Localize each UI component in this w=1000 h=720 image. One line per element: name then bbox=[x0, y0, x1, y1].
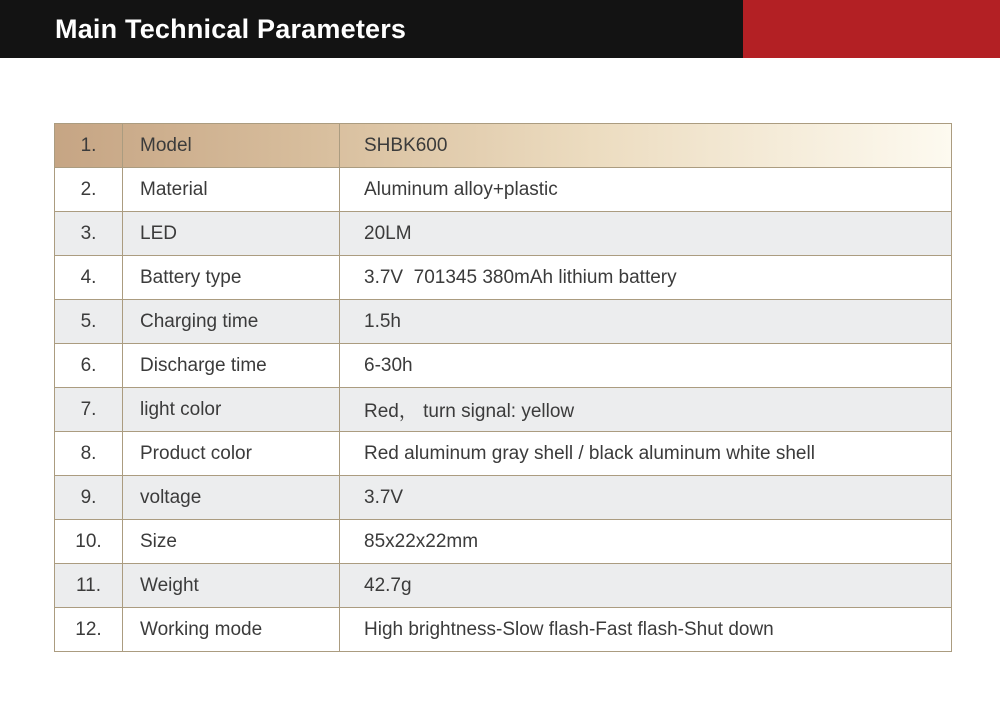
param-value: High brightness-Slow flash-Fast flash-Shut down bbox=[340, 608, 952, 652]
table-row bbox=[55, 212, 952, 256]
param-name: light color bbox=[123, 388, 340, 432]
param-value: Red， turn signal: yellow bbox=[340, 388, 952, 432]
table-row bbox=[55, 432, 952, 476]
param-name: Weight bbox=[123, 564, 340, 608]
spec-table-body bbox=[55, 124, 952, 652]
param-name: Model bbox=[123, 124, 340, 168]
table-row bbox=[55, 520, 952, 564]
page-title: Main Technical Parameters bbox=[55, 13, 407, 44]
row-number: 8. bbox=[55, 432, 123, 476]
param-name: LED bbox=[123, 212, 340, 256]
table-row bbox=[55, 168, 952, 212]
param-value: 1.5h bbox=[340, 300, 952, 344]
param-name: Discharge time bbox=[123, 344, 340, 388]
param-name: Working mode bbox=[123, 608, 340, 652]
row-number: 1. bbox=[55, 124, 123, 168]
header-accent-block bbox=[743, 0, 1000, 58]
row-number: 7. bbox=[55, 388, 123, 432]
table-row bbox=[55, 564, 952, 608]
param-value: 20LM bbox=[340, 212, 952, 256]
row-number: 5. bbox=[55, 300, 123, 344]
param-name: Size bbox=[123, 520, 340, 564]
param-value: 85x22x22mm bbox=[340, 520, 952, 564]
table-row bbox=[55, 608, 952, 652]
row-number: 2. bbox=[55, 168, 123, 212]
param-value: Aluminum alloy+plastic bbox=[340, 168, 952, 212]
table-row bbox=[55, 256, 952, 300]
param-value: 42.7g bbox=[340, 564, 952, 608]
row-number: 3. bbox=[55, 212, 123, 256]
header-bar bbox=[0, 0, 743, 58]
param-name: voltage bbox=[123, 476, 340, 520]
param-value: 3.7V 701345 380mAh lithium battery bbox=[340, 256, 952, 300]
row-number: 12. bbox=[55, 608, 123, 652]
param-name: Product color bbox=[123, 432, 340, 476]
table-row bbox=[55, 344, 952, 388]
table-row bbox=[55, 388, 952, 432]
param-name: Battery type bbox=[123, 256, 340, 300]
table-row bbox=[55, 124, 952, 168]
param-value: 6-30h bbox=[340, 344, 952, 388]
param-name: Material bbox=[123, 168, 340, 212]
param-value: SHBK600 bbox=[340, 124, 952, 168]
param-value: Red aluminum gray shell / black aluminum white shell bbox=[340, 432, 952, 476]
table-row bbox=[55, 476, 952, 520]
spec-table bbox=[54, 123, 952, 652]
row-number: 10. bbox=[55, 520, 123, 564]
row-number: 6. bbox=[55, 344, 123, 388]
row-number: 9. bbox=[55, 476, 123, 520]
param-name: Charging time bbox=[123, 300, 340, 344]
row-number: 11. bbox=[55, 564, 123, 608]
table-row bbox=[55, 300, 952, 344]
row-number: 4. bbox=[55, 256, 123, 300]
param-value: 3.7V bbox=[340, 476, 952, 520]
